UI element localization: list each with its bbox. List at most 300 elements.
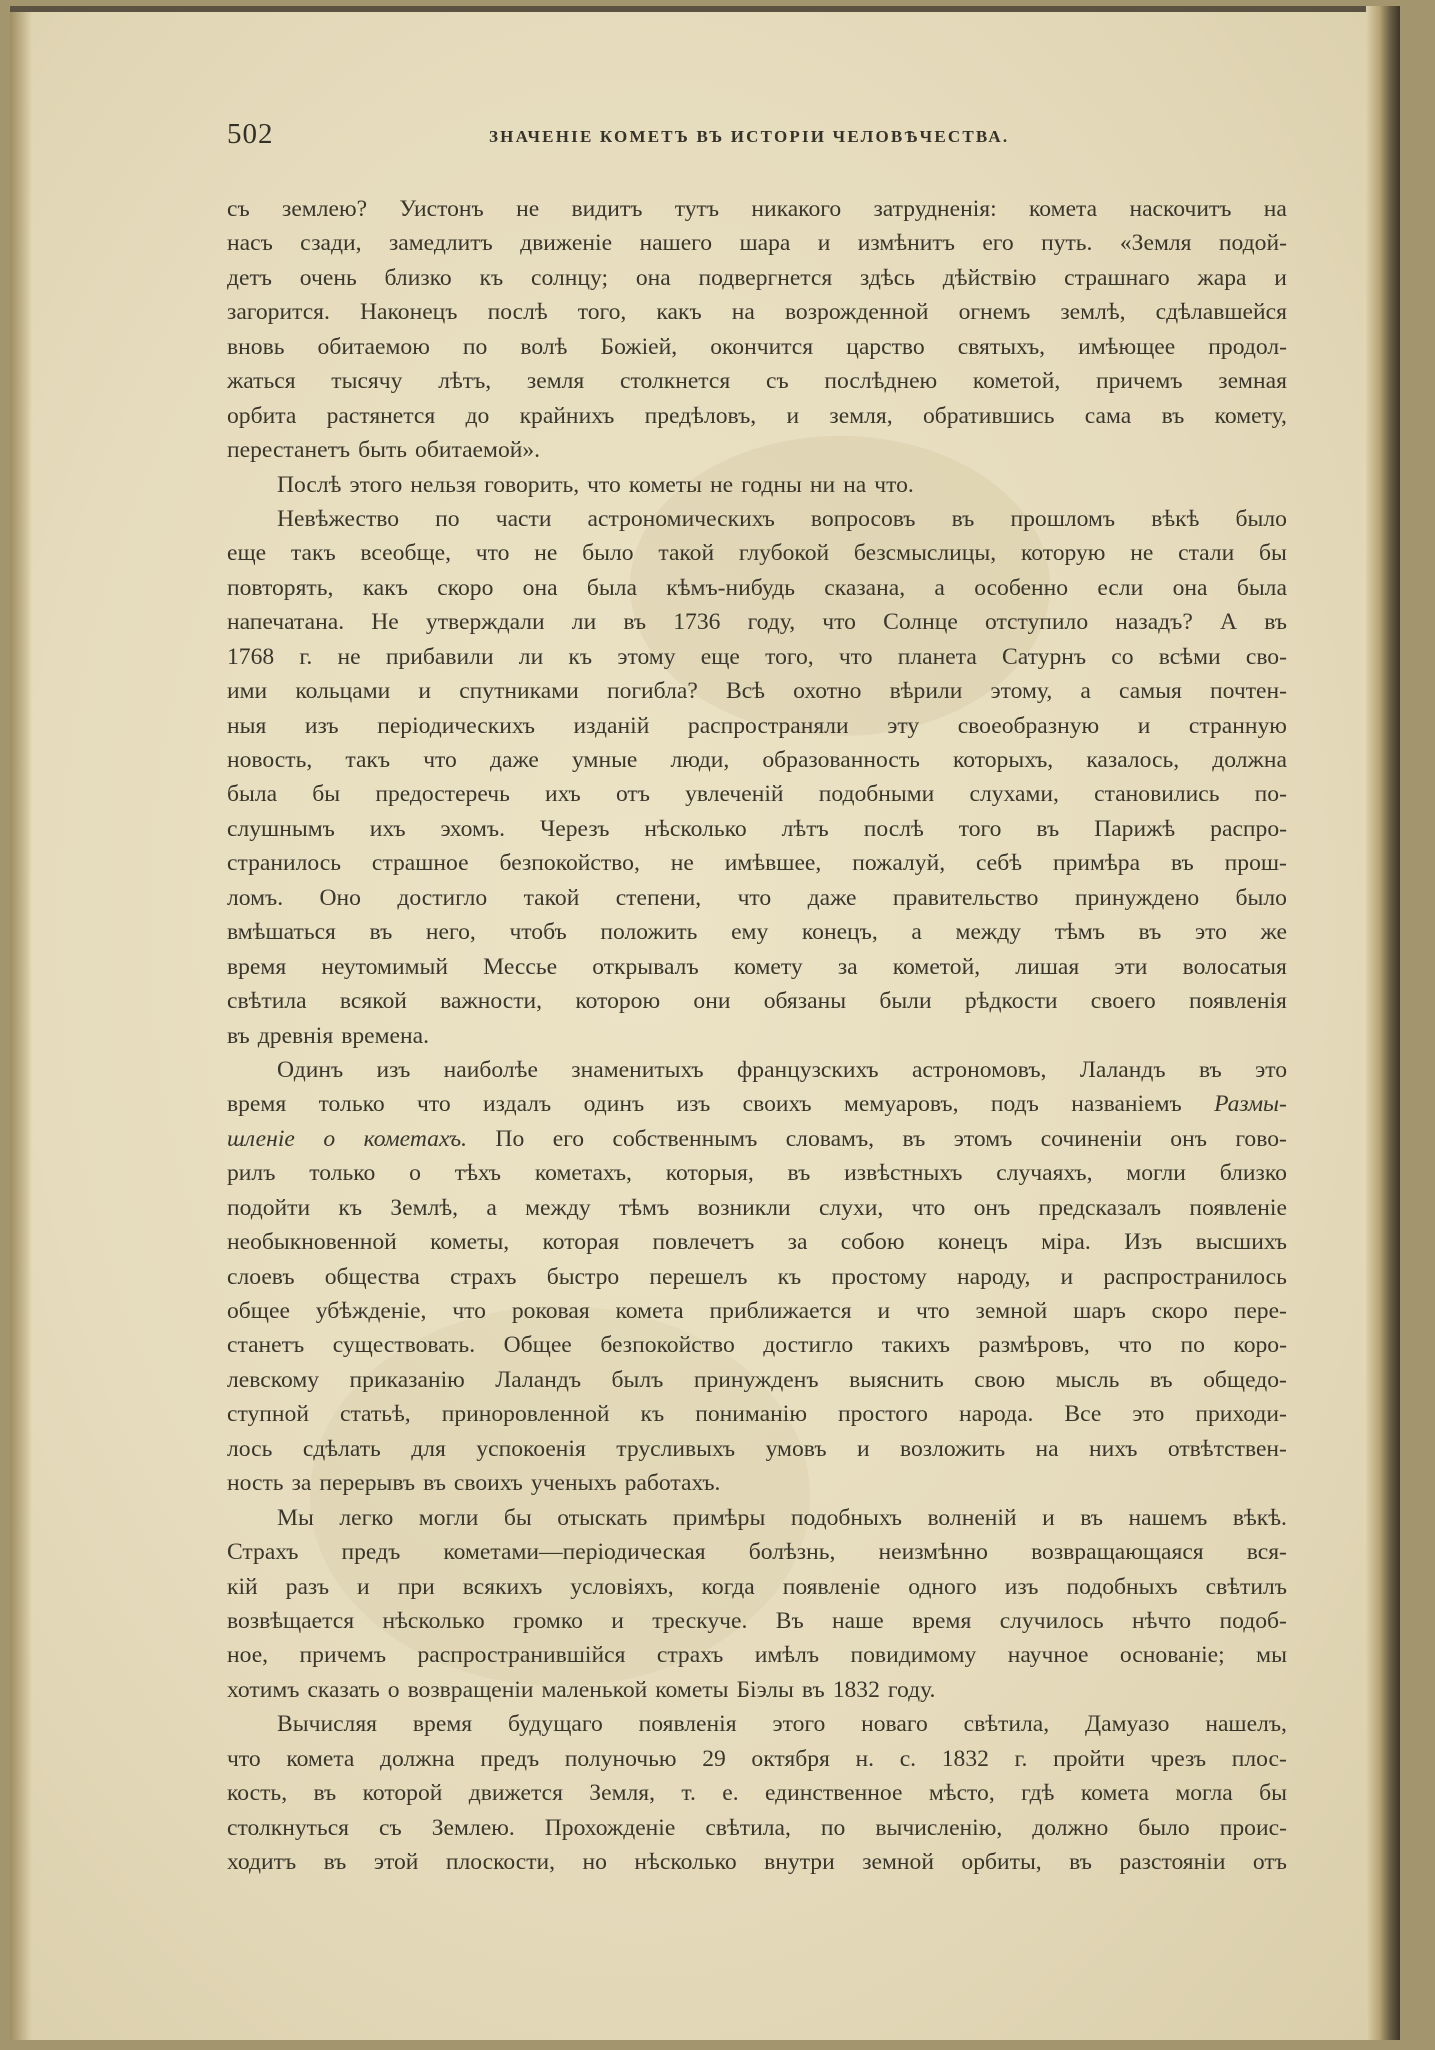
word: огнемъ	[958, 299, 1031, 326]
word: Землею.	[431, 1814, 515, 1841]
word: въ	[1170, 850, 1194, 877]
word: распространившійся	[417, 1642, 626, 1669]
text-line	[227, 502, 1287, 536]
word: въ	[1149, 1366, 1173, 1393]
word: міра.	[1041, 1229, 1091, 1256]
word: въ	[902, 1125, 926, 1152]
word: продол-	[1208, 333, 1287, 360]
word: и	[1042, 1504, 1055, 1531]
word: нѣчто	[1131, 1607, 1192, 1634]
word: когда	[701, 1573, 755, 1600]
word: обитаемою	[317, 333, 430, 360]
word: болѣзнь,	[748, 1539, 836, 1566]
word: со	[1111, 643, 1134, 670]
word: комету	[733, 953, 803, 980]
word: Лаландъ	[495, 1366, 582, 1393]
word: страхъ	[656, 1642, 724, 1669]
word: неутомимый	[321, 953, 448, 980]
word: Землѣ,	[390, 1194, 459, 1221]
word: этому	[617, 643, 676, 670]
word: въ	[423, 1470, 446, 1497]
text-line	[227, 743, 1287, 777]
word: путь.	[1041, 230, 1093, 257]
word: внутри	[764, 1849, 835, 1875]
word: шленіе	[227, 1125, 295, 1152]
word: ность	[227, 1470, 284, 1497]
word: того,	[765, 643, 814, 670]
text-line	[227, 1225, 1287, 1259]
text-line	[227, 1122, 1287, 1156]
word: какъ	[656, 299, 702, 326]
word: орбиты,	[961, 1849, 1042, 1875]
word: въ	[369, 919, 393, 946]
text-line	[227, 1019, 1287, 1053]
word: ему	[731, 919, 769, 946]
word: Солнце	[883, 609, 958, 636]
word: на	[1263, 196, 1287, 222]
word: и	[418, 678, 432, 705]
word: свѣтила,	[705, 1814, 791, 1841]
word: движется	[468, 1780, 563, 1807]
word: маленькой	[541, 1676, 648, 1703]
word: могли	[418, 1504, 479, 1531]
text-line	[227, 1397, 1287, 1431]
word: себѣ	[976, 850, 1023, 877]
word: страхъ	[450, 1263, 517, 1290]
word: случилось	[999, 1607, 1104, 1634]
word: наиболѣе	[443, 1056, 538, 1083]
text-line	[227, 1776, 1287, 1810]
word: даже	[489, 747, 539, 773]
word: загорится.	[227, 299, 330, 326]
word: вновь	[227, 333, 285, 360]
word: никакого	[751, 196, 842, 222]
word: послѣ	[863, 815, 924, 842]
word: трусливыхъ	[616, 1435, 736, 1462]
word: ни	[809, 471, 836, 498]
word: Изъ	[1124, 1229, 1163, 1256]
word: 1736	[673, 609, 721, 636]
word: станетъ	[227, 1332, 305, 1359]
word: которую	[1020, 540, 1106, 567]
word: въ	[1161, 402, 1185, 429]
word: а	[911, 919, 922, 946]
word: коро-	[1233, 1332, 1287, 1359]
word: нѣсколько	[382, 1607, 485, 1634]
word: изъ	[376, 1056, 411, 1083]
word: этомъ	[953, 1125, 1013, 1152]
text-line	[227, 605, 1287, 639]
word: пожалуй,	[852, 850, 946, 877]
word: при	[397, 1573, 435, 1600]
word: времена.	[341, 1022, 430, 1049]
word: распространилось	[1103, 1263, 1287, 1290]
word: тѣмъ	[1054, 919, 1105, 946]
word: части	[495, 505, 552, 532]
word: онъ	[973, 1194, 1011, 1221]
word: трескуче.	[652, 1607, 748, 1634]
word: приходи-	[1195, 1401, 1287, 1428]
word: близко	[1219, 1160, 1287, 1187]
word: Наконецъ	[360, 299, 458, 326]
word: могли	[1126, 1160, 1186, 1187]
word: него,	[425, 919, 476, 946]
word: по	[1180, 1332, 1205, 1359]
word: для	[411, 1435, 446, 1462]
word: Божіей,	[600, 333, 678, 360]
word: издалъ	[483, 1091, 552, 1118]
word: прош-	[1224, 850, 1287, 877]
word: не	[670, 850, 694, 877]
word: отвѣтствен-	[1167, 1435, 1287, 1462]
word: Дамуазо	[1085, 1711, 1170, 1738]
word: волѣ	[520, 333, 568, 360]
word: сдѣлать	[302, 1435, 381, 1462]
word: ученыхъ	[530, 1470, 617, 1497]
word: за	[291, 1470, 312, 1497]
word: люди,	[670, 747, 730, 773]
text-line	[227, 261, 1287, 295]
word: подойти	[227, 1194, 311, 1221]
word: должна	[380, 1745, 455, 1772]
word: важности,	[440, 988, 543, 1015]
text-line	[227, 330, 1287, 364]
word: видитъ	[571, 196, 643, 222]
word: рилъ	[227, 1160, 276, 1187]
word: измѣнитъ	[857, 230, 955, 257]
word: что	[452, 1298, 486, 1324]
word: возложить	[900, 1435, 1006, 1462]
text-line	[227, 1742, 1287, 1776]
word: случаяхъ,	[996, 1160, 1093, 1187]
word: которыя,	[665, 1160, 754, 1187]
word: Все	[1064, 1401, 1102, 1428]
text-line	[227, 674, 1287, 708]
page-top-edge	[10, 6, 1400, 12]
word: послѣ	[487, 299, 548, 326]
word: хотимъ	[227, 1676, 300, 1703]
word: единственное	[764, 1780, 903, 1807]
word: статьѣ,	[339, 1401, 411, 1428]
word: лишая	[1015, 953, 1080, 980]
word: народа.	[958, 1401, 1034, 1428]
word: и	[1060, 1263, 1074, 1290]
word: мысль	[1055, 1366, 1120, 1393]
word: въ	[1138, 919, 1162, 946]
word: были	[879, 988, 932, 1015]
word: ломъ.	[227, 884, 284, 911]
word: растянется	[326, 402, 436, 429]
word: примѣра	[1053, 850, 1141, 877]
word: нѣсколько	[634, 1849, 737, 1875]
word: что	[838, 643, 873, 670]
word: движеніе	[520, 230, 613, 257]
word: причемъ	[1096, 368, 1183, 395]
word: новаго	[861, 1711, 928, 1738]
word: его	[552, 1125, 585, 1152]
word: ходитъ	[227, 1849, 297, 1875]
word: подъ	[990, 1091, 1039, 1118]
word: появленія	[1188, 988, 1287, 1015]
word: не	[516, 196, 540, 222]
word: могла	[1175, 1780, 1233, 1807]
text-line	[227, 1811, 1287, 1845]
word: словамъ,	[785, 1125, 875, 1152]
word: всякихъ	[462, 1573, 543, 1600]
word: Невѣжество	[277, 505, 400, 532]
word: вѣкѣ	[1151, 505, 1200, 532]
word: землѣ,	[1060, 299, 1126, 326]
word: съ	[379, 1814, 402, 1841]
text-line	[227, 1501, 1287, 1535]
word: земной	[975, 1298, 1048, 1324]
word: бы	[1259, 540, 1287, 567]
word: былъ	[611, 1366, 664, 1393]
word: предостеречь	[375, 781, 510, 808]
word: году.	[887, 1676, 936, 1703]
word: размѣровъ,	[978, 1332, 1090, 1359]
word: тутъ	[674, 196, 720, 222]
word: же	[1260, 919, 1287, 946]
word: ступной	[227, 1401, 309, 1428]
word: комета	[1029, 196, 1098, 222]
word: спутниками	[459, 678, 579, 705]
word: чтобъ	[509, 919, 567, 946]
word: этой	[373, 1849, 419, 1875]
text-line	[227, 1604, 1287, 1638]
word: что	[423, 747, 457, 773]
word: безпокойство,	[499, 850, 640, 877]
word: о	[409, 1160, 421, 1187]
word: достигло	[397, 884, 488, 911]
word: самыя	[1119, 678, 1182, 705]
word: гдѣ	[1021, 1780, 1055, 1807]
word: приноровленной	[441, 1401, 610, 1428]
word: отступило	[984, 609, 1089, 636]
word: Размы-	[1214, 1091, 1287, 1118]
word: нельзя	[410, 471, 477, 498]
word: въ	[323, 1849, 347, 1875]
word: подой-	[1218, 230, 1287, 257]
word: странилось	[227, 850, 341, 877]
word: имѣвшее,	[724, 850, 822, 877]
word: была	[1236, 574, 1287, 601]
word: нашелъ,	[1205, 1711, 1287, 1738]
word: Одинъ	[277, 1056, 344, 1083]
text-line	[227, 846, 1287, 880]
word: къ	[338, 1194, 363, 1221]
word: году,	[747, 609, 796, 636]
word: святыхъ,	[957, 333, 1046, 360]
word: рѣдкости	[964, 988, 1058, 1015]
word: изъ	[676, 1091, 711, 1118]
word: отыскать	[557, 1504, 648, 1531]
word: одинъ	[583, 1091, 645, 1118]
word: Лаландъ	[1079, 1056, 1166, 1083]
word: это	[1194, 919, 1227, 946]
word: что	[227, 1745, 261, 1772]
word: такихъ	[881, 1332, 950, 1359]
word: была	[227, 781, 278, 808]
word: г.	[1014, 1745, 1028, 1772]
word: подобныхъ	[790, 1504, 902, 1531]
word: безпокойство	[600, 1332, 735, 1359]
word: близко	[384, 264, 452, 291]
word: дѣйствію	[942, 264, 1037, 291]
word: Общее	[503, 1332, 572, 1359]
word: Уистонъ	[399, 196, 484, 222]
word: эти	[1114, 953, 1148, 980]
word: такъ	[290, 540, 336, 567]
word: затрудненія:	[873, 196, 997, 222]
word: успокоенія	[476, 1435, 586, 1462]
word: было	[1235, 505, 1287, 532]
word: жара	[1197, 264, 1247, 291]
word: за	[787, 1229, 808, 1256]
word: громко	[513, 1607, 583, 1634]
word: кометахъ,	[534, 1160, 632, 1187]
word: высшихъ	[1195, 1229, 1287, 1256]
word: только	[309, 1160, 376, 1187]
text-line	[227, 295, 1287, 329]
word: общедо-	[1203, 1366, 1287, 1393]
word: кій	[227, 1573, 258, 1600]
word: въ	[787, 1160, 811, 1187]
word: достигло	[763, 1332, 854, 1359]
word: еще	[700, 643, 740, 670]
word: что	[911, 1194, 946, 1221]
word: Парижѣ	[1094, 815, 1176, 842]
word: и	[1274, 264, 1287, 291]
word: гово-	[1235, 1125, 1287, 1152]
word: время	[412, 1711, 473, 1738]
word: Сатурнъ	[1002, 643, 1087, 670]
word: бы	[503, 1504, 532, 1531]
word: въ	[313, 1780, 337, 1807]
word: что	[822, 609, 856, 636]
word: была	[586, 574, 637, 601]
word: увлеченій	[685, 781, 784, 808]
word: на	[731, 299, 755, 326]
word: шаръ	[1073, 1298, 1126, 1324]
text-line	[227, 1638, 1287, 1672]
word: общества	[324, 1263, 420, 1290]
text-line	[227, 1845, 1287, 1879]
word: октября	[751, 1745, 830, 1772]
word: если	[1097, 574, 1144, 601]
word: имѣлъ	[754, 1642, 820, 1669]
word: солнцу;	[530, 264, 609, 291]
word: слушнымъ	[227, 815, 335, 842]
word: нѣсколько	[644, 815, 747, 842]
word: легко	[339, 1504, 394, 1531]
word: предсказалъ	[1038, 1194, 1162, 1221]
word: тѣхъ	[454, 1160, 502, 1187]
word: вѣкѣ.	[1232, 1504, 1287, 1531]
word: за	[837, 953, 858, 980]
word: онъ	[1170, 1125, 1207, 1152]
text-line	[227, 1053, 1287, 1087]
word: но	[582, 1849, 607, 1875]
word: слухи,	[818, 1194, 884, 1221]
word: жаться	[227, 368, 296, 395]
word: перестанетъ	[227, 437, 351, 464]
word: приказанію	[349, 1366, 465, 1393]
word: народу,	[957, 1263, 1031, 1290]
word: отъ	[615, 781, 650, 808]
word: с.	[899, 1745, 917, 1772]
word: годны	[741, 471, 802, 498]
word: что	[417, 1091, 451, 1118]
word: почтен-	[1210, 678, 1287, 705]
text-line	[227, 1087, 1287, 1121]
word: что	[915, 1298, 950, 1324]
text-line	[227, 1707, 1287, 1741]
word: сдѣлавшейся	[1155, 299, 1287, 326]
word: извѣстныхъ	[844, 1160, 963, 1187]
word: обратившись	[922, 402, 1055, 429]
word: плоскости,	[445, 1849, 556, 1875]
word: изъ	[1004, 1573, 1039, 1600]
word: Земля,	[589, 1780, 656, 1807]
word: земля	[526, 368, 585, 395]
word: бы	[312, 781, 341, 808]
word: волосатыя	[1182, 953, 1287, 980]
word: конецъ,	[801, 919, 878, 946]
word: что	[475, 540, 510, 567]
word: свѣтила	[227, 988, 307, 1015]
word: причемъ	[299, 1642, 387, 1669]
word: которою	[575, 988, 661, 1015]
word: кометами—періодическая	[443, 1539, 706, 1566]
word: г.	[299, 643, 313, 670]
word: возвращеніи	[407, 1676, 534, 1703]
word: планета	[897, 643, 977, 670]
word: кометы	[655, 1676, 729, 1703]
word: а	[486, 1194, 497, 1221]
word: н.	[855, 1745, 875, 1772]
word: ли	[571, 609, 597, 636]
text-line	[227, 1191, 1287, 1225]
word: волненій	[927, 1504, 1017, 1531]
text-line	[227, 1535, 1287, 1569]
word: которой	[362, 1780, 443, 1807]
word: ныя	[227, 712, 267, 739]
word: простого	[837, 1401, 928, 1428]
word: детъ	[227, 264, 272, 291]
word: это	[1132, 1401, 1165, 1428]
word: существовать.	[332, 1332, 476, 1359]
word: кометы,	[430, 1229, 510, 1256]
word: не	[534, 540, 558, 567]
word: особенно	[974, 574, 1069, 601]
book-spine-shadow	[1366, 6, 1400, 2040]
word: кометы	[628, 471, 703, 498]
word: не	[1130, 540, 1154, 567]
word: подобными	[818, 781, 935, 808]
word: общее	[227, 1298, 290, 1324]
word: нашего	[639, 230, 713, 257]
word: она	[522, 574, 558, 601]
book-page	[10, 6, 1400, 2040]
word: распро-	[1210, 815, 1287, 842]
word: свою	[974, 1366, 1026, 1393]
word: она	[1172, 574, 1208, 601]
word: тѣмъ	[618, 1194, 670, 1221]
word: изъ	[304, 712, 339, 739]
word: что.	[874, 471, 914, 498]
word: шара	[739, 230, 791, 257]
